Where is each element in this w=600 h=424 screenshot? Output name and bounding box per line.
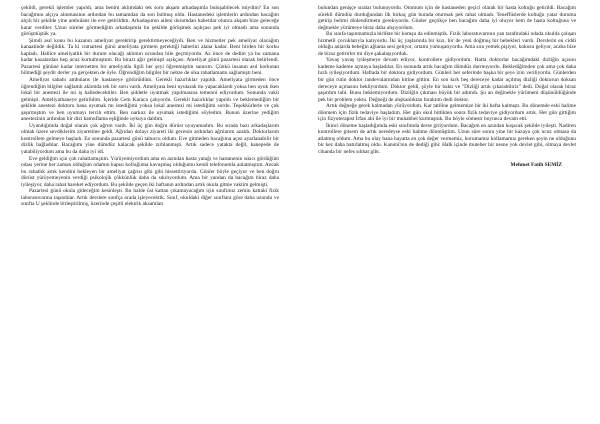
paragraph: Şimdi asıl konu bu kazanın ameliyat gerektirip gerektirmeyeceğiydi. Ben ve hizmetler pek ameliyat olacağım kanaatinde değildik. Ta ki cumartesi günü ameliyata girmem gerektiği haberini alana kadar. Beni birden bir korku kapladı. Hallice ameliyatlık bir durum olacağı aklımın ucundan bile geçmiyordu. Az önce de dedim ya bu zamana kadar kazalardan hep ucuz kurtulmuştum. Bu birazi ağır gelmişti açıkçası. Ameliyat günü pazartesi olarak belirlendi. Pazartesi gününe kadar internetten bir ameliyatla ilgili her şeyi öğrenmiştim sanırım. Çünkü insanın asıl korkutan bilmediği şeydir derler ya gerçekten de öyle. Öğrendiğim bilgiler bir nebze de olsa rahatlamamı sağlamıştı beni. [21,37,279,77]
paragraph: Eve geldiğim için çok rahatlamıştım. Yürüyemiyordum ama en azından hasta yatağı ve hastanenin sıkıcı gördüğüm odası yerine her zaman olduğum odamın kapısı kolluğuma kavuşmuş olduğumu kendi telefonumla anlatmıştım. Ancak bu rahatlık artık kendini bekleyen bir ameliyat çağrısı gibi gibi hissettiriyordu. Günler böyle geçiyor ve ben doğru dürüst yürüyemeyenin verdiği psikolojik çökkünlük daha da sıkılıyordum. Ama bir yandan da bacağım biraz daha iyileşiyor, daha rahat hareket ediyordum. Bu şekilde geçen iki haftanın ardından artık okula gitme vaktim gelmişti. [21,155,279,188]
paragraph: Uyandığımda doğal olarak çok ağrım vardı. İki üç gün doğru dürüst uyuyamadım. Bu sırada bazı arkadaşlarım olmak üzere sevdiklerim ziyaretime geldi. Ağrıdan dolayı ziyareti iki gecenin ardından ağrılarım azaldı. Doktorlarım kontrollere gelmeye başladı. En sonunda pazartesi günü taburcu oldum. Eve gitmeden bacağıma açısı ayarlanabilir bir dizlik bağladılar. Bacağımı yine dümdüz kalacak şekilde zırhlanmıştı. Artık sadece yatakta değil, kanepede de yatabiliyordum ama bu da daha iyi idi. [21,122,279,156]
right-page [300,0,600,424]
right-text-column [318,5,576,174]
left-text-column [21,5,279,208]
paragraph: Pazartesi günü okula gideceğim kesinleşti. Bu halde üst kattan çıkamayacağım için sınıfımız zemin kattaki fizik laboratuvarına taşındılar. Artık derslere sınıfça orada işleyecektik. Sınıf, okuldaki diğer sınıflara göre daha uzundu ve sınıfta U şeklinde birleştirilmiş, üzerinde çeşitli elektrik aksamları [21,188,279,208]
paragraph: çekildi, gerekli işlemler yapıldı, ama benim aklımdaki tek soru akşam arkadaşımla buluşabilecek miydim? En son bacağımın alçıya alınmasının ardından bu tamamdan da son bulmuş oldu. Hastanedeki işlemlerin ardından bacağım alçılı bir şekilde yine ambulans ile eve getirildim. Arkadaşımın aileni durumdan haberdar olunca akşam bize geleceğe karar verdiler. Uzun süreler görmediğim arkadaşımla bu şekilde görüşmek açıkçası pek iyi olmadı ama sonunda görüşmüştük ya. [21,5,279,38]
paragraph: bulundan genişçe sıralar bulunuyordu. Otomum için de hastaneden geçici olarak bir hasta koltuğu getirildi. Bacağım sürekli dümdüz durduğundan ilk birkaç gün burada oturmak pek rahat olmadı. Teneffüslerde koltuğu yatar duruma getirip belimi dinlendirmem gerekiyordu. Günler geçtikçe ben bacağım daha iyi oluyor hem de hasta koltuğuna ve değinekle yürümeye biraz daha alışıyordum. [318,5,576,31]
paragraph: Artık değneğe gerek kalmadan yürüyordum. Kar tatiline gelmemize bir iki hafta kalmıştı. Bu dönemde eski halime dönmem için fizik tedaviye başladım. Her gün okul bittikten sonra fizik tedaviye gidiyordum artık. Her gün gittiğim için fizyoterapist İrfan abi ile iyi bir muhabbet kurmuştuk. Bu böyle sömestr boyunca devam etti. [318,103,576,123]
author-signature: Mehmet Fatih SEMİZ [510,161,562,168]
paragraph: Bu sınıfa taşınmamızla birlikte bir komşu da edinmiştik. Fizik laboratuvarının yan tarafındaki odada okulda çalışan hizmetli çocuklarıyla kalıyordu. İki üç yaşlarında bir kızı, bir de yeni doğmuş bir bebekleri vardı. Derslerin en ciddi olduğu anlarda bebeğin ağlama sesi geliyor, ortamı yumuşatıyordu. Ama sıra yemek pişiyor, kokusu geliyor, acaba bize de biraz getirirler mi diye şakalaşıyorduk. [318,31,576,57]
paragraph: İkinci döneme başladığımda eski sınıfımda derse giriyordum. Bacağım en azından koşacak şekilde iyileşti. Nadiren kontrollere gitsem de artık neredeyse eski halime dönmüştüm. Uzun süre sonra yine bir kazaya çok ucuz olmasa da atlatmış oldum. Ama bu olay bana hayatta en çok değer vermemiz, korumamız kollamamız gereken şeyin ne olduğunu bir kez daha hatırlatmış oldu. Kanuni'nin de dediği gibi: Halk içinde muteber bir nesne yok devlet gibi, olmaya devlet cihanda bir nefes sıhhat gibi. [318,122,576,156]
paragraph: Yavaş yavaş iyileşmeye devam ediyor, kontrollere gidiyordum. Hatta doktorlar bacağımdaki dizliğin açısını kademe kademe açmaya başladılar. En sonunda artık bacağım dümdüz durmuyordu. Beklediğimden çok ama çok daha hızlı iyileşiyordum. Haftada bir doktora gidiyordum. Günleri her seferinde başka bir şeye izin veriliyordu. Günlerden bir gün rutin doktor randevularından birine gittim. En son kırk beş dereceye kadar açılmış dizliği doktorun doksan dereceye açmasını bekliyordum. Doktor geldi, şöyle bir baktı ve "Dizliği artık çıkarabiliriz" dedi. Doğal olarak biraz şaşırdım tabi. Bunu beklemiyordum. Dizliğin çıkması büyük bir adımdı. Şu an değinekle yürümem düşünüldüğünde pek bir problem yoktu. Değneği de alışkanlıktan bıraktım dedi doktor. [318,57,576,103]
paragraph: Ameliyat sabahı ambulans ile hastaneye götürüldüm. Gerekli hazırlıklar yapıldı. Ameliyata girmeden önce öğrendiğim bilgiler sağlamlı aklımda tek bir soru vardı. Ameliyata beni uyutarak mı yapacaklardı yoksa ben uyuk iken lokal bir anestezi ile mi iş halledecektiler. Ben şiddetle uyutmak yapılmasına temenni ediyordum. Sonunda vakit gelmişti. Ameliyathaneye getirildim. İçeride Cem Karaca çalıyordu. Gerekli hazırlıklar yapıldı ve beklemediğim bir şekilde anestezi doktoru bana uyumak mı istediğimi yoksa lokal anestezi mi istediğimi sordu. Teşekkürlerle ve çok şaşırmıştım ve ben uyumayı tercih ettim. Ben narkoz ile uyumak istediğimi söyledim. Bunun üzerine yediğim anestezinin ardından bir dizi kamuflama eşliğinde uykuya daldım. [21,77,279,123]
